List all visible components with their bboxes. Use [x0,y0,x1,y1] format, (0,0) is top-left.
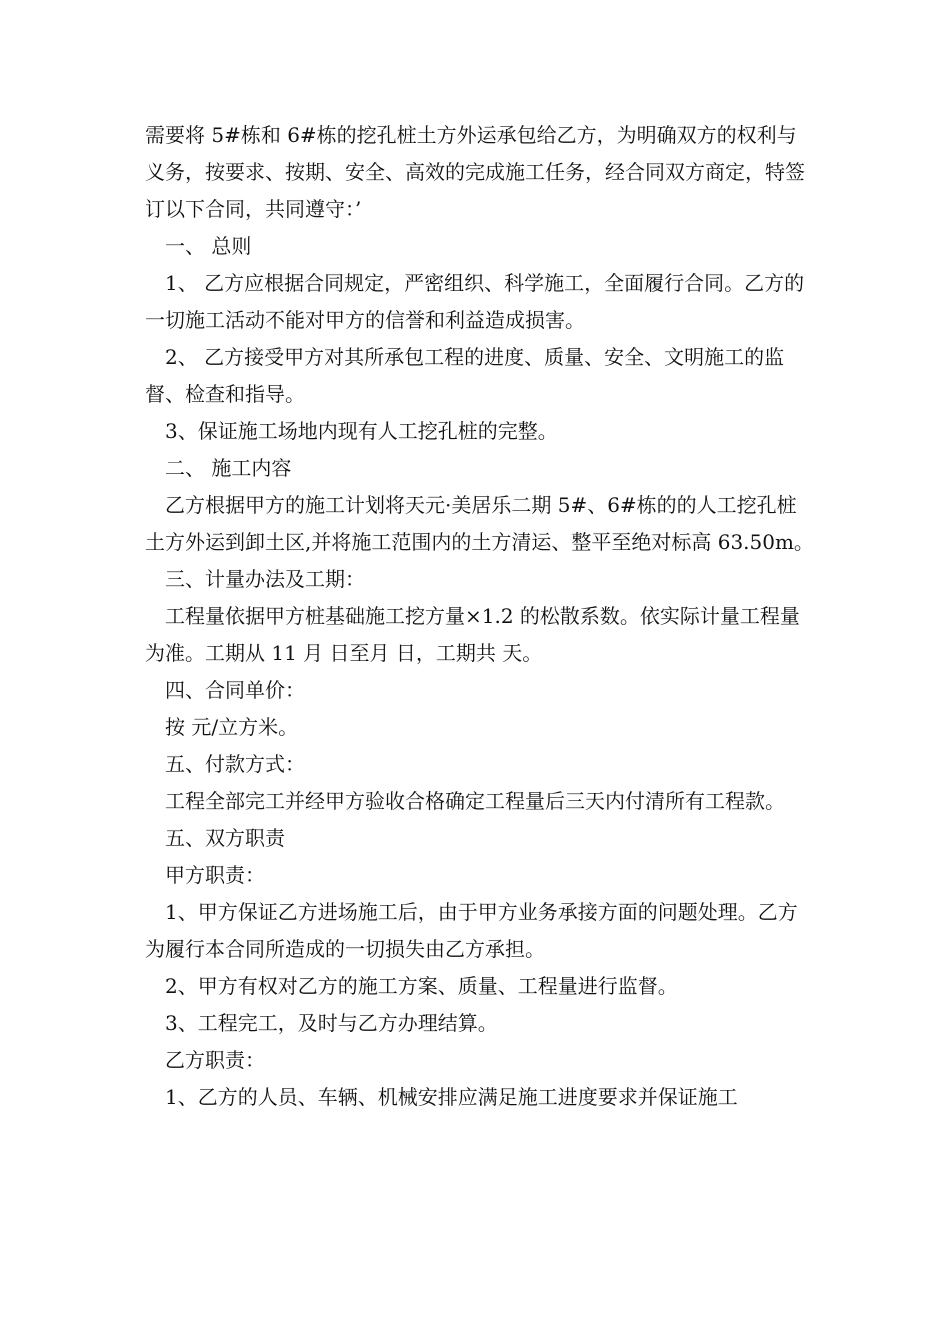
paragraph-party-a-2: 2、甲方有权对乙方的施工方案、质量、工程量进行监督。 [165,974,678,998]
paragraph-party-a-3: 3、工程完工，及时与乙方办理结算。 [165,1011,498,1035]
paragraph-intro: 需要将 5#栋和 6#栋的挖孔桩土方外运承包给乙方，为明确双方的权利与义务，按要求、按期、安全、高效的完成施工任务，经合同双方商定，特签订以下合同，共同遵守：’ [145,123,805,221]
subheading-party-a: 甲方职责： [165,863,265,887]
document-body [145,117,815,1116]
paragraph-measurement: 工程量依据甲方桩基础施工挖方量×1.2 的松散系数。依实际计量工程量为准。工期从 11 月 日至月 日，工期共 天。 [145,604,800,665]
section-heading-payment: 五、付款方式： [165,752,305,776]
paragraph-party-b-1: 1、乙方的人员、车辆、机械安排应满足施工进度要求并保证施工 [165,1085,738,1109]
subheading-party-b: 乙方职责： [165,1048,265,1072]
paragraph-party-a-1: 1、甲方保证乙方进场施工后，由于甲方业务承接方面的问题处理。乙方为履行本合同所造成的一切损失由乙方承担。 [145,900,798,961]
paragraph-general-1: 1、 乙方应根据合同规定，严密组织、科学施工，全面履行合同。乙方的一切施工活动不能对甲方的信誉和利益造成损害。 [145,271,805,332]
paragraph-payment: 工程全部完工并经甲方验收合格确定工程量后三天内付清所有工程款。 [165,789,785,813]
section-heading-scope: 二、 施工内容 [165,456,292,480]
section-heading-measurement: 三、计量办法及工期： [165,567,365,591]
section-heading-responsibilities: 五、双方职责 [165,826,285,850]
paragraph-general-2: 2、 乙方接受甲方对其所承包工程的进度、质量、安全、文明施工的监督、检查和指导。 [145,345,785,406]
paragraph-general-3: 3、保证施工场地内现有人工挖孔桩的完整。 [165,419,558,443]
paragraph-unit-price: 按 元/立方米。 [165,715,299,739]
section-heading-unit-price: 四、合同单价： [165,678,305,702]
paragraph-scope: 乙方根据甲方的施工计划将天元·美居乐二期 5#、6#栋的的人工挖孔桩土方外运到卸土区,并将施工范围内的土方清运、整平至绝对标高 63.50m。 [145,493,814,554]
section-heading-general: 一、 总则 [165,234,252,258]
